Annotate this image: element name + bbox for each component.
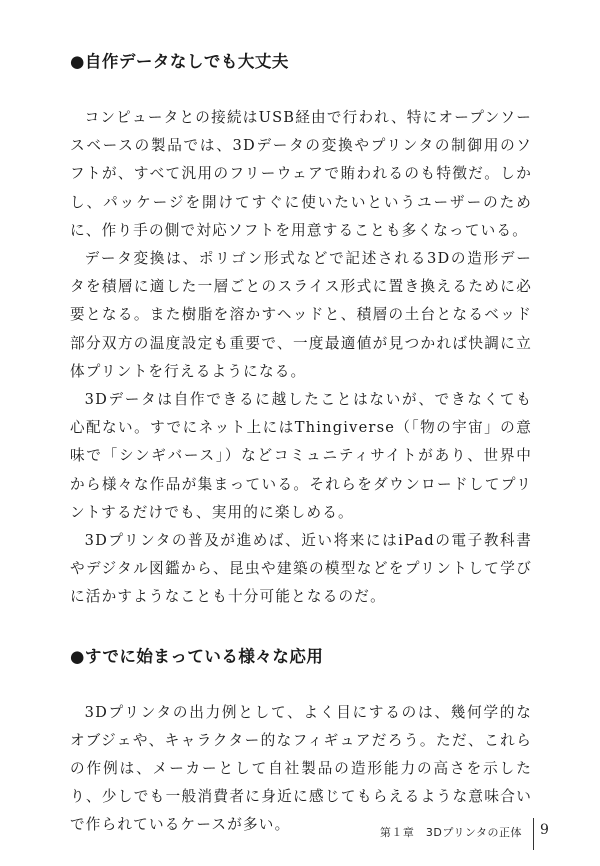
paragraph: 3Dデータは自作できるに越したことはないが、できなくても心配ない。すでにネット上にはThingiverse（「物の宇宙」の意味で「シンギバース」）などコミュニティサイトがあり、世界中から様々な作品が集まっている。それらをダウンロードしてプリントするだけでも、実用的に楽しめる。 bbox=[70, 391, 532, 521]
section-heading-applications: ●すでに始まっている様々な応用 bbox=[70, 646, 324, 666]
paragraph: コンピュータとの接続はUSB経由で行われ、特にオープンソースベースの製品では、3Dデータの変換やプリンタの制御用のソフトが、すべて汎用のフリーウェアで賄われるのも特徴だ。しかし、パッケージを開けてすぐに使いたいというユーザーのために、作り手の側で対応ソフトを用意することも多くなっている。 bbox=[70, 109, 532, 239]
section-gap bbox=[70, 612, 532, 645]
page-footer bbox=[0, 818, 600, 850]
footer-chapter-title: 第１章 3Dプリンタの正体 bbox=[379, 826, 522, 839]
section-body-diy-data bbox=[70, 104, 532, 612]
footer-divider bbox=[533, 818, 534, 850]
page-content bbox=[70, 50, 532, 840]
page-number: 9 bbox=[540, 822, 549, 838]
section-heading-diy-data: ●自作データなしでも大丈夫 bbox=[70, 52, 289, 71]
paragraph: 3Dプリンタの出力例として、よく目にするのは、幾何学的なオブジェや、キャラクター的なフィギュアだろう。ただ、これらの作例は、メーカーとして自社製品の造形能力の高さを示したり、少しでも一般消費者に身近に感じてもらえるような意味合いで作られているケースが多い。 bbox=[70, 703, 532, 834]
paragraph: データ変換は、ポリゴン形式などで記述される3Dの造形データを積層に適した一層ごとのスライス形式に置き換えるために必要となる。また樹脂を溶かすヘッドと、積層の土台となるベッド部分双方の温度設定も重要で、一度最適値が見つかれば快調に立体プリントを行えるようになる。 bbox=[70, 250, 532, 380]
paragraph: 3Dプリンタの普及が進めば、近い将来にはiPadの電子教科書やデジタル図鑑から、昆虫や建築の模型などをプリントして学びに活かすようなことも十分可能となるのだ。 bbox=[70, 532, 532, 606]
